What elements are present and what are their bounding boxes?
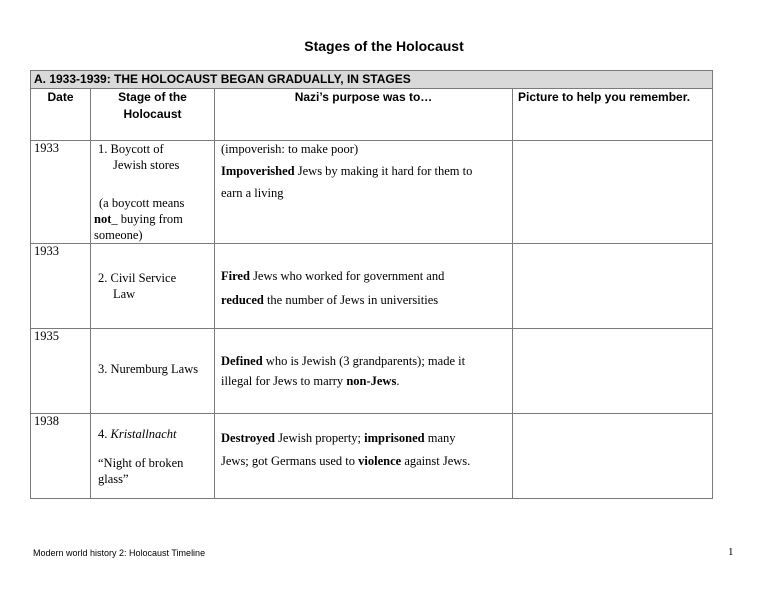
table-row [31,329,713,414]
header-date: Date [31,89,91,141]
purpose-cell [215,414,513,499]
purpose-line1 [221,430,512,446]
stage-note-rest: _ buying from [111,212,183,226]
date-cell [31,414,91,499]
header-purpose: Nazi’s purpose was to… [215,89,513,141]
purpose-text: who is Jewish (3 grandparents); made it [265,354,466,368]
purpose-text: Jews by making it hard for them to [297,164,473,178]
date-text: 1933 [34,244,59,258]
purpose-text: the number of Jews in universities [266,293,439,307]
purpose-bold: non-Jews [346,374,397,388]
header-stage [91,89,215,141]
purpose-bold: violence [358,454,402,468]
stage-name-line2: Jewish stores [113,158,180,172]
purpose-bold: Fired [221,269,250,283]
stage-name: Kristallnacht [110,427,177,441]
purpose-cell [215,141,513,244]
table-row [31,414,713,499]
stage-number: 2. [98,271,108,285]
picture-cell[interactable] [513,244,713,329]
header-picture: Picture to help you remember. [513,89,713,141]
table-row [31,141,713,244]
header-stage-line1: Stage of the [118,90,187,104]
stage-name-line2: Law [113,287,136,301]
purpose-line1 [221,163,512,179]
picture-cell[interactable] [513,141,713,244]
purpose-line2 [221,292,512,308]
purpose-line1 [221,353,512,369]
date-cell [31,329,91,414]
stage-name: Civil Service [110,271,177,285]
purpose-bold: Defined [221,354,263,368]
purpose-cell [215,329,513,414]
stage-quote-line1: “Night of broken [98,456,184,470]
purpose-end: . [396,374,400,388]
stage-number: 4. [98,427,108,441]
stage-note-bold: not [94,212,112,226]
date-text: 1935 [34,329,59,343]
stage-title [94,141,214,157]
purpose-line2 [221,453,512,469]
header-stage-line2: Holocaust [123,107,182,121]
purpose-text: Jewish property; [278,431,362,445]
page-number: 1 [728,546,734,558]
purpose-text: Jews; got Germans used to [221,454,356,468]
date-cell [31,141,91,244]
stage-name: Boycott of [110,142,164,156]
stage-note-line1: (a boycott means [99,196,185,210]
stage-title [98,426,214,442]
stage-cell [91,329,215,414]
date-cell [31,244,91,329]
stage-title [98,361,214,377]
purpose-line2: earn a living [221,186,284,200]
section-heading-row [31,71,713,89]
stage-cell [91,414,215,499]
picture-cell[interactable] [513,414,713,499]
purpose-text: illegal for Jews to marry [221,374,344,388]
picture-cell[interactable] [513,329,713,414]
purpose-text: Jews who worked for government and [253,269,445,283]
purpose-cell [215,244,513,329]
purpose-bold: Impoverished [221,164,295,178]
footer-caption: Modern world history 2: Holocaust Timeline [33,548,206,558]
purpose-definition: (impoverish: to make poor) [221,142,359,156]
purpose-bold: Destroyed [221,431,275,445]
stage-number: 3. [98,362,108,376]
section-heading: A. 1933-1939: THE HOLOCAUST BEGAN GRADUALLY, IN STAGES [31,71,713,89]
purpose-line1 [221,268,512,284]
stage-number: 1. [98,142,108,156]
date-text: 1938 [34,414,59,428]
holocaust-stages-table [30,70,713,499]
purpose-line2 [221,373,512,389]
stage-note-line3: someone) [94,228,143,242]
stage-cell [91,141,215,244]
purpose-bold: reduced [221,293,264,307]
purpose-text: against Jews. [404,454,471,468]
purpose-bold: imprisoned [364,431,425,445]
stage-title [98,270,214,286]
stage-quote-line2: glass” [98,472,129,486]
column-header-row [31,89,713,141]
purpose-text: many [427,431,456,445]
page-title: Stages of the Holocaust [304,38,464,54]
stage-name: Nuremburg Laws [110,362,199,376]
stage-cell [91,244,215,329]
date-text: 1933 [34,141,59,155]
stage-note-line2 [94,211,214,227]
table-row [31,244,713,329]
